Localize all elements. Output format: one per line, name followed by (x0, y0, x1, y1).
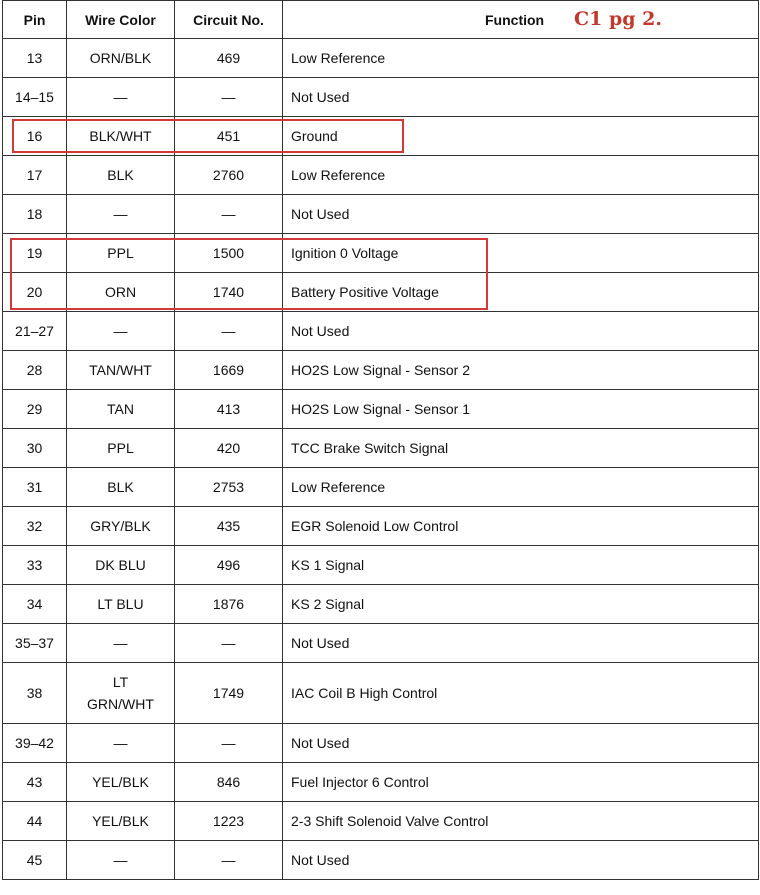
circuit-cell: 451 (175, 117, 283, 156)
wire-color-cell: PPL (67, 429, 175, 468)
table-row (3, 390, 759, 429)
table-row (3, 624, 759, 663)
function-cell: Not Used (283, 312, 759, 351)
wire-color-cell (67, 663, 175, 724)
wire-color-cell: BLK (67, 468, 175, 507)
wire-color-cell: YEL/BLK (67, 763, 175, 802)
circuit-cell: — (175, 312, 283, 351)
header-row (3, 1, 759, 39)
pin-cell: 29 (3, 390, 67, 429)
function-cell: Low Reference (283, 156, 759, 195)
table-row (3, 663, 759, 724)
function-cell: HO2S Low Signal - Sensor 1 (283, 390, 759, 429)
circuit-cell: 1500 (175, 234, 283, 273)
header-pin: Pin (3, 1, 67, 39)
table-row (3, 117, 759, 156)
circuit-cell: 2753 (175, 468, 283, 507)
header-wire-color: Wire Color (67, 1, 175, 39)
wire-color-cell: DK BLU (67, 546, 175, 585)
circuit-cell: 1223 (175, 802, 283, 841)
wire-color-cell: — (67, 78, 175, 117)
wire-color-cell: BLK/WHT (67, 117, 175, 156)
table-row (3, 585, 759, 624)
function-cell: Battery Positive Voltage (283, 273, 759, 312)
table-row (3, 507, 759, 546)
function-cell: Low Reference (283, 468, 759, 507)
pin-cell: 19 (3, 234, 67, 273)
function-cell: EGR Solenoid Low Control (283, 507, 759, 546)
wire-color-cell: GRY/BLK (67, 507, 175, 546)
table-row (3, 156, 759, 195)
circuit-cell: 1749 (175, 663, 283, 724)
function-cell: Not Used (283, 624, 759, 663)
circuit-cell: — (175, 195, 283, 234)
circuit-cell: 1740 (175, 273, 283, 312)
pin-cell: 35–37 (3, 624, 67, 663)
wire-color-cell: BLK (67, 156, 175, 195)
pin-cell: 31 (3, 468, 67, 507)
pin-cell: 17 (3, 156, 67, 195)
circuit-cell: 413 (175, 390, 283, 429)
pin-cell: 20 (3, 273, 67, 312)
header-function-label: Function (485, 11, 545, 28)
circuit-cell: — (175, 78, 283, 117)
table-row (3, 312, 759, 351)
wire-color-cell: ORN/BLK (67, 39, 175, 78)
table-row (3, 468, 759, 507)
pin-cell: 21–27 (3, 312, 67, 351)
function-cell: HO2S Low Signal - Sensor 2 (283, 351, 759, 390)
function-cell: IAC Coil B High Control (283, 663, 759, 724)
circuit-cell: 2760 (175, 156, 283, 195)
table-row (3, 841, 759, 880)
wire-color-cell: YEL/BLK (67, 802, 175, 841)
function-cell: 2-3 Shift Solenoid Valve Control (283, 802, 759, 841)
pin-cell: 33 (3, 546, 67, 585)
pin-cell: 16 (3, 117, 67, 156)
function-cell: Ground (283, 117, 759, 156)
table-row (3, 351, 759, 390)
function-cell: KS 2 Signal (283, 585, 759, 624)
pin-cell: 18 (3, 195, 67, 234)
function-cell: Low Reference (283, 39, 759, 78)
table-row (3, 763, 759, 802)
circuit-cell: — (175, 841, 283, 880)
pin-cell: 38 (3, 663, 67, 724)
wire-color-cell: TAN (67, 390, 175, 429)
circuit-cell: 1876 (175, 585, 283, 624)
circuit-cell: 420 (175, 429, 283, 468)
function-cell: Fuel Injector 6 Control (283, 763, 759, 802)
circuit-cell: 1669 (175, 351, 283, 390)
pin-cell: 14–15 (3, 78, 67, 117)
handwritten-note: C1 pg 2. (574, 8, 662, 30)
wire-color-line: LT (112, 674, 129, 690)
function-cell: Not Used (283, 195, 759, 234)
wire-color-cell: — (67, 312, 175, 351)
wire-color-cell: — (67, 624, 175, 663)
table-row (3, 724, 759, 763)
function-cell: TCC Brake Switch Signal (283, 429, 759, 468)
pin-cell: 13 (3, 39, 67, 78)
pinout-table (2, 0, 759, 880)
wire-color-cell: — (67, 195, 175, 234)
table-row (3, 546, 759, 585)
table-row (3, 78, 759, 117)
circuit-cell: 469 (175, 39, 283, 78)
pin-cell: 45 (3, 841, 67, 880)
pin-cell: 43 (3, 763, 67, 802)
wire-color-cell: LT BLU (67, 585, 175, 624)
pin-cell: 28 (3, 351, 67, 390)
wire-color-cell: TAN/WHT (67, 351, 175, 390)
circuit-cell: — (175, 724, 283, 763)
pin-cell: 30 (3, 429, 67, 468)
table-row (3, 273, 759, 312)
circuit-cell: — (175, 624, 283, 663)
function-cell: KS 1 Signal (283, 546, 759, 585)
function-cell: Ignition 0 Voltage (283, 234, 759, 273)
wire-color-cell: — (67, 724, 175, 763)
pin-cell: 44 (3, 802, 67, 841)
table-row (3, 802, 759, 841)
header-circuit-no: Circuit No. (175, 1, 283, 39)
pin-cell: 34 (3, 585, 67, 624)
wire-color-cell: PPL (67, 234, 175, 273)
function-cell: Not Used (283, 724, 759, 763)
header-function (283, 1, 759, 39)
wire-color-line: GRN/WHT (87, 696, 154, 712)
function-cell: Not Used (283, 78, 759, 117)
pin-cell: 39–42 (3, 724, 67, 763)
table-row (3, 195, 759, 234)
table-row (3, 39, 759, 78)
circuit-cell: 496 (175, 546, 283, 585)
table-row (3, 429, 759, 468)
table-row (3, 234, 759, 273)
circuit-cell: 846 (175, 763, 283, 802)
circuit-cell: 435 (175, 507, 283, 546)
function-cell: Not Used (283, 841, 759, 880)
wire-color-cell: ORN (67, 273, 175, 312)
wire-color-cell: — (67, 841, 175, 880)
pin-cell: 32 (3, 507, 67, 546)
